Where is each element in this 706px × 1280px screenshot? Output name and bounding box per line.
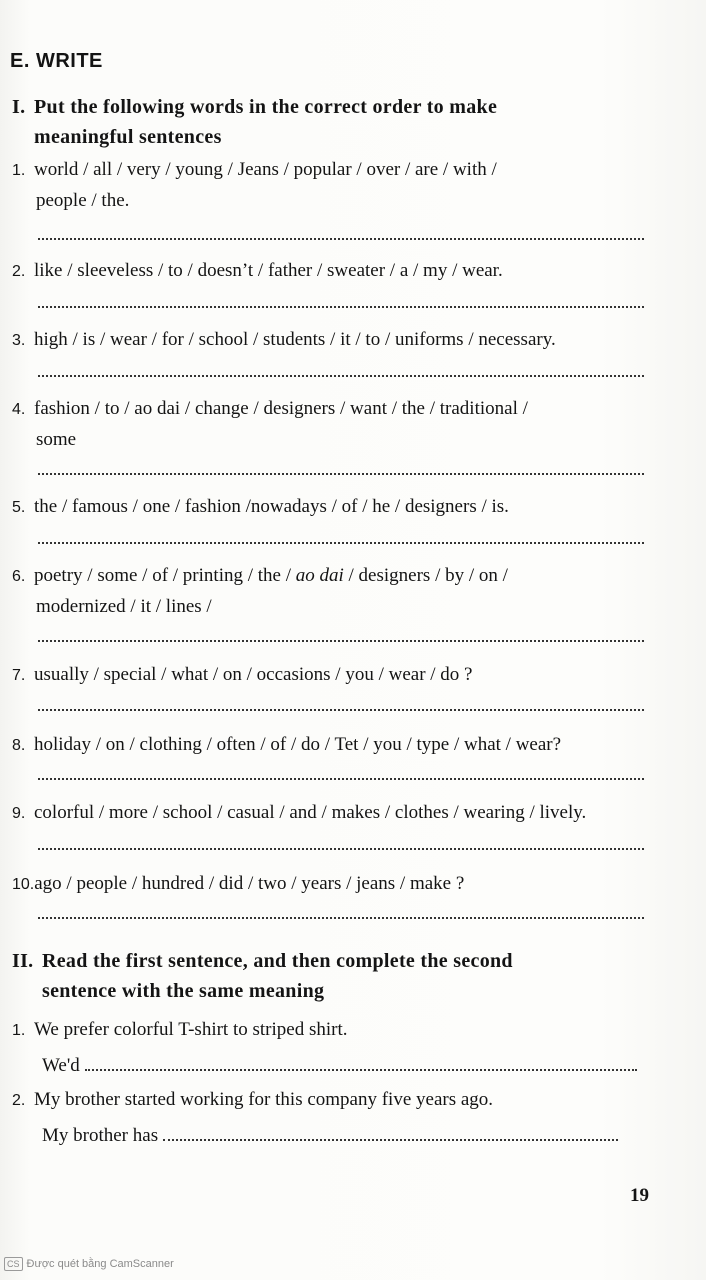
rewrite-answer-2[interactable] [42,1121,618,1151]
question-item-5: 5. the / famous / one / fashion /nowadays / of / he / designers / is. [12,496,509,517]
section-heading: E. WRITE [10,50,103,72]
answer-line-4[interactable] [38,473,644,475]
answer-line-9[interactable] [38,848,644,850]
question-item-6: 6. poetry / some / of / printing / the / ao dai / designers / by / on / modernized / it / lines / [12,565,508,617]
answer-line-8[interactable] [38,778,644,780]
answer-line-7[interactable] [38,709,644,711]
answer-line-6[interactable] [38,640,644,642]
question-item-7: 7. usually / special / what / on / occasions / you / wear / do ? [12,664,473,685]
page-number: 19 [630,1185,649,1206]
watermark-text: Được quét bằng CamScanner [26,1258,174,1270]
question-item-3: 3. high / is / wear / for / school / students / it / to / uniforms / necessary. [12,329,556,350]
answer-line-10[interactable] [38,917,644,919]
rewrite-prompt-1: We'd [42,1055,80,1076]
rewrite-dots-2[interactable] [163,1139,618,1141]
answer-line-2[interactable] [38,306,644,308]
question-item-2: 2. like / sleeveless / to / doesn’t / father / sweater / a / my / wear. [12,260,503,281]
rewrite-dots-1[interactable] [85,1069,637,1071]
question-item-9: 9. colorful / more / school / casual / and / makes / clothes / wearing / lively. [12,802,587,823]
rewrite-prompt-2: My brother has [42,1125,159,1146]
question-item-4: 4. fashion / to / ao dai / change / designers / want / the / traditional / some [12,398,528,450]
answer-line-1[interactable] [38,238,644,240]
answer-line-3[interactable] [38,375,644,377]
answer-line-5[interactable] [38,542,644,544]
question-item-1: 1. world / all / very / young / Jeans / popular / over / are / with / people / the. [12,159,497,211]
section-1-title: I. Put the following words in the correct order to make meaningful sentences [12,96,498,148]
question-item-8: 8. holiday / on / clothing / often / of / do / Tet / you / type / what / wear? [12,734,562,755]
question-item-10: 10.ago / people / hundred / did / two / years / jeans / make ? [12,873,465,894]
rewrite-item-1: 1. We prefer colorful T-shirt to striped shirt. [12,1019,348,1040]
camscanner-logo-icon: CS [4,1257,23,1271]
section-2-title: II. Read the first sentence, and then complete the second sentence with the same meaning [12,950,513,1002]
rewrite-answer-1[interactable] [42,1051,637,1081]
rewrite-item-2: 2. My brother started working for this company five years ago. [12,1089,494,1110]
camscanner-watermark [4,1257,174,1271]
